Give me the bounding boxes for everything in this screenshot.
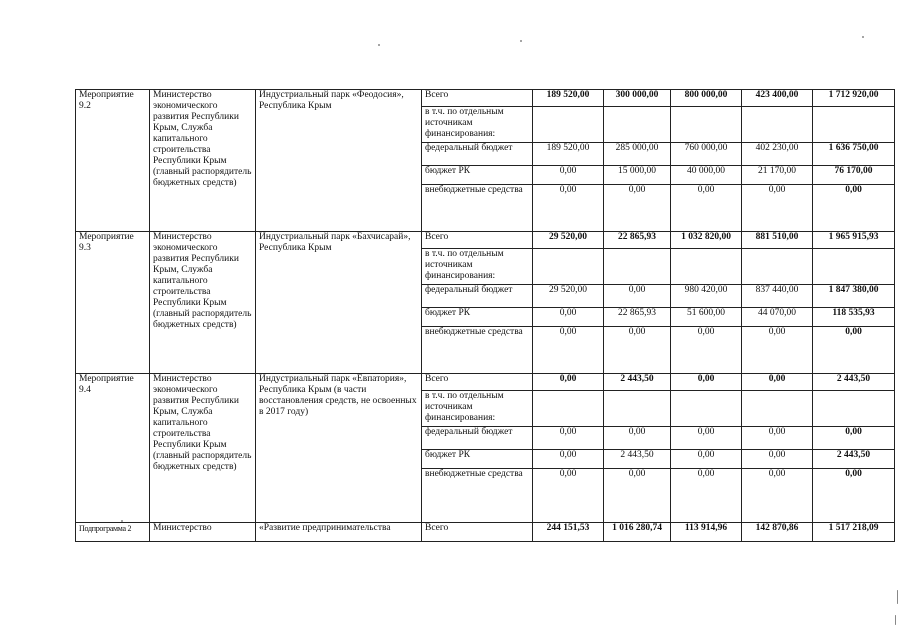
amount-cell: 760 000,00: [671, 143, 742, 166]
amount-cell: 44 070,00: [742, 308, 813, 327]
amount-cell: [742, 249, 813, 285]
scan-speck: [520, 40, 522, 42]
funding-source-label: бюджет РК: [422, 308, 533, 327]
amount-cell: 51 600,00: [671, 308, 742, 327]
amount-cell: 0,00: [533, 374, 604, 391]
amount-cell: 22 865,93: [604, 232, 671, 249]
amount-cell: 837 440,00: [742, 285, 813, 308]
amount-cell: 423 400,00: [742, 90, 813, 107]
table-body: [76, 90, 895, 542]
amount-cell: [813, 391, 895, 427]
amount-cell: [533, 391, 604, 427]
amount-cell: 0,00: [742, 450, 813, 469]
scan-speck: [897, 590, 898, 604]
funding-source-label: в т.ч. по отдельным источникам финансирования:: [422, 107, 533, 143]
amount-cell: 0,00: [813, 469, 895, 523]
amount-cell: [742, 107, 813, 143]
amount-cell: [671, 249, 742, 285]
amount-cell: 0,00: [533, 469, 604, 523]
amount-cell: 0,00: [604, 469, 671, 523]
amount-cell: 2 443,50: [604, 374, 671, 391]
amount-cell: 2 443,50: [813, 450, 895, 469]
amount-cell: [533, 107, 604, 143]
amount-cell: 0,00: [671, 450, 742, 469]
subprogram-id: Подпрограмма 2: [76, 523, 150, 542]
funding-source-label: Всего: [422, 523, 533, 542]
amount-cell: 2 443,50: [604, 450, 671, 469]
amount-cell: [742, 391, 813, 427]
amount-cell: 0,00: [533, 427, 604, 450]
amount-cell: 118 535,93: [813, 308, 895, 327]
amount-cell: 2 443,50: [813, 374, 895, 391]
table-row: [76, 232, 895, 249]
subprogram-executor: Министерство: [150, 523, 256, 542]
responsible-executor: Министерство экономического развития Республики Крым, Служба капитального строительства Республики Крым (главный распорядитель бюджетных средств): [150, 90, 256, 232]
measure-name: Индустриальный парк «Феодосия», Республика Крым: [256, 90, 422, 232]
amount-cell: 0,00: [671, 427, 742, 450]
amount-cell: 800 000,00: [671, 90, 742, 107]
amount-cell: [604, 391, 671, 427]
amount-cell: 0,00: [533, 308, 604, 327]
amount-cell: 76 170,00: [813, 166, 895, 185]
amount-cell: 189 520,00: [533, 143, 604, 166]
amount-cell: 0,00: [604, 427, 671, 450]
table-row: [76, 90, 895, 107]
subprogram-name: «Развитие предпринимательства: [256, 523, 422, 542]
amount-cell: 1 016 280,74: [604, 523, 671, 542]
scan-speck: [862, 36, 864, 38]
amount-cell: 1 847 380,00: [813, 285, 895, 308]
amount-cell: 15 000,00: [604, 166, 671, 185]
amount-cell: [604, 249, 671, 285]
amount-cell: [671, 391, 742, 427]
funding-source-label: Всего: [422, 374, 533, 391]
amount-cell: 0,00: [533, 166, 604, 185]
amount-cell: 29 520,00: [533, 232, 604, 249]
amount-cell: 0,00: [604, 285, 671, 308]
amount-cell: 1 712 920,00: [813, 90, 895, 107]
amount-cell: 0,00: [533, 327, 604, 374]
amount-cell: 142 870,86: [742, 523, 813, 542]
amount-cell: 0,00: [671, 327, 742, 374]
amount-cell: 0,00: [742, 185, 813, 232]
amount-cell: 0,00: [813, 427, 895, 450]
amount-cell: 0,00: [604, 185, 671, 232]
amount-cell: 1 965 915,93: [813, 232, 895, 249]
amount-cell: 0,00: [671, 374, 742, 391]
amount-cell: 980 420,00: [671, 285, 742, 308]
funding-source-label: внебюджетные средства: [422, 327, 533, 374]
responsible-executor: Министерство экономического развития Республики Крым, Служба капитального строительства Республики Крым (главный распорядитель бюджетных средств): [150, 374, 256, 523]
funding-source-label: внебюджетные средства: [422, 185, 533, 232]
financing-table: [75, 89, 895, 542]
funding-source-label: федеральный бюджет: [422, 427, 533, 450]
amount-cell: 0,00: [742, 469, 813, 523]
amount-cell: 881 510,00: [742, 232, 813, 249]
amount-cell: 29 520,00: [533, 285, 604, 308]
amount-cell: 189 520,00: [533, 90, 604, 107]
funding-source-label: Всего: [422, 232, 533, 249]
amount-cell: 0,00: [813, 327, 895, 374]
amount-cell: 0,00: [533, 450, 604, 469]
funding-source-label: бюджет РК: [422, 450, 533, 469]
amount-cell: 1 032 820,00: [671, 232, 742, 249]
amount-cell: 402 230,00: [742, 143, 813, 166]
scan-speck: [121, 520, 123, 522]
amount-cell: 1 636 750,00: [813, 143, 895, 166]
funding-source-label: федеральный бюджет: [422, 285, 533, 308]
funding-source-label: бюджет РК: [422, 166, 533, 185]
amount-cell: 0,00: [742, 427, 813, 450]
amount-cell: 113 914,96: [671, 523, 742, 542]
amount-cell: 0,00: [671, 469, 742, 523]
amount-cell: 0,00: [742, 327, 813, 374]
measure-id: Мероприятие 9.3: [76, 232, 150, 374]
measure-id: Мероприятие 9.2: [76, 90, 150, 232]
funding-source-label: Всего: [422, 90, 533, 107]
amount-cell: [813, 107, 895, 143]
amount-cell: 21 170,00: [742, 166, 813, 185]
amount-cell: [604, 107, 671, 143]
scan-speck: [895, 615, 896, 625]
amount-cell: 0,00: [813, 185, 895, 232]
amount-cell: 285 000,00: [604, 143, 671, 166]
amount-cell: [813, 249, 895, 285]
table-row: [76, 523, 895, 542]
table-row: [76, 374, 895, 391]
amount-cell: 40 000,00: [671, 166, 742, 185]
measure-name: Индустриальный парк «Евпатория», Республика Крым (в части восстановления средств, не освоенных в 2017 году): [256, 374, 422, 523]
amount-cell: 0,00: [604, 327, 671, 374]
amount-cell: 0,00: [742, 374, 813, 391]
amount-cell: [671, 107, 742, 143]
funding-source-label: внебюджетные средства: [422, 469, 533, 523]
funding-source-label: федеральный бюджет: [422, 143, 533, 166]
amount-cell: 0,00: [671, 185, 742, 232]
amount-cell: [533, 249, 604, 285]
measure-id: Мероприятие 9.4: [76, 374, 150, 523]
amount-cell: 300 000,00: [604, 90, 671, 107]
responsible-executor: Министерство экономического развития Республики Крым, Служба капитального строительства Республики Крым (главный распорядитель бюджетных средств): [150, 232, 256, 374]
amount-cell: 1 517 218,09: [813, 523, 895, 542]
funding-source-label: в т.ч. по отдельным источникам финансирования:: [422, 249, 533, 285]
scan-speck: [378, 44, 380, 46]
amount-cell: 22 865,93: [604, 308, 671, 327]
amount-cell: 0,00: [533, 185, 604, 232]
amount-cell: 244 151,53: [533, 523, 604, 542]
measure-name: Индустриальный парк «Бахчисарай», Республика Крым: [256, 232, 422, 374]
funding-source-label: в т.ч. по отдельным источникам финансирования:: [422, 391, 533, 427]
